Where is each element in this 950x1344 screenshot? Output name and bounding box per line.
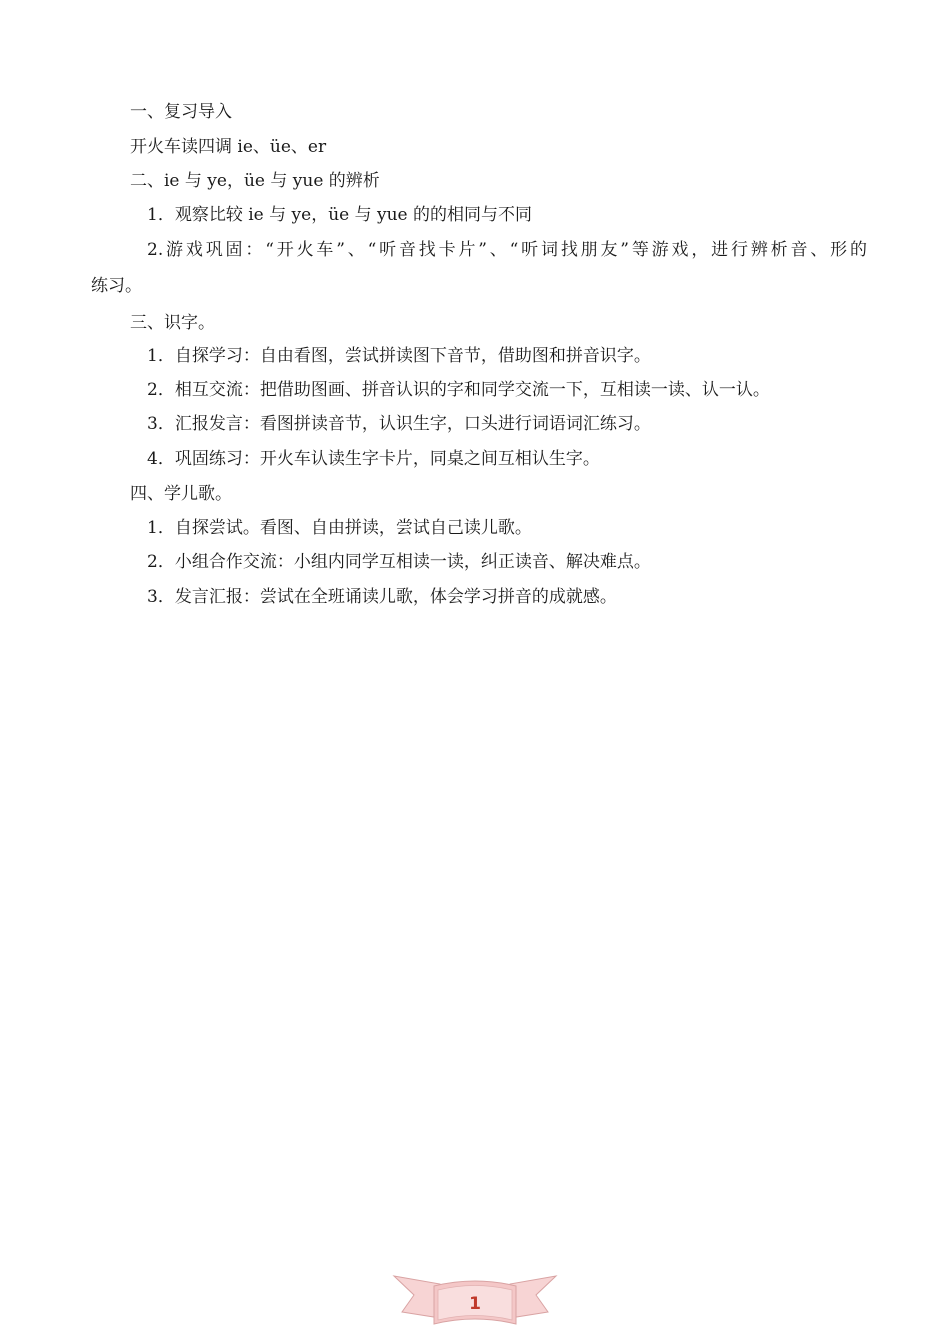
page-number-ribbon <box>390 1268 560 1338</box>
section-heading: 三、识字。 <box>130 313 215 333</box>
list-item: 3．发言汇报：尝试在全班诵读儿歌，体会学习拼音的成就感。 <box>147 587 617 607</box>
list-item: 2.游戏巩固：“开火车”、“听音找卡片”、“听词找朋友”等游戏，进行辨析音、形的 <box>147 240 867 260</box>
paragraph: 开火车读四调 ie、üe、er <box>130 137 327 157</box>
list-item: 1．自探尝试。看图、自由拼读，尝试自己读儿歌。 <box>147 518 532 538</box>
list-item: 4．巩固练习：开火车认读生字卡片，同桌之间互相认生字。 <box>147 449 600 469</box>
section-heading: 四、学儿歌。 <box>130 484 232 504</box>
list-item: 1．观察比较 ie 与 ye，üe 与 yue 的的相同与不同 <box>147 205 533 225</box>
list-item: 3．汇报发言：看图拼读音节，认识生字，口头进行词语词汇练习。 <box>147 414 651 434</box>
section-heading: 二、ie 与 ye，üe 与 yue 的辨析 <box>130 171 380 191</box>
page-number: 1 <box>469 1294 481 1314</box>
list-item: 2．小组合作交流：小组内同学互相读一读，纠正读音、解决难点。 <box>147 552 651 572</box>
list-item: 1．自探学习：自由看图，尝试拼读图下音节，借助图和拼音识字。 <box>147 346 651 366</box>
section-heading: 一、复习导入 <box>130 102 232 122</box>
list-item-continuation: 练习。 <box>91 276 142 296</box>
list-item: 2．相互交流：把借助图画、拼音认识的字和同学交流一下，互相读一读、认一认。 <box>147 380 770 400</box>
